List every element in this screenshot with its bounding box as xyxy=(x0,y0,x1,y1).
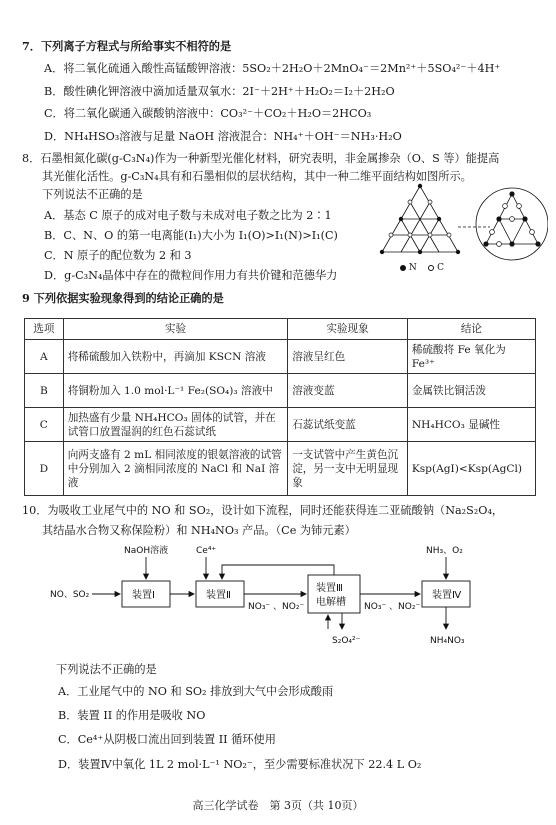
flow-naoh-label: NaOH溶液 xyxy=(124,546,169,556)
table-row xyxy=(25,442,536,496)
q8-option-d: D．g-C₃N₄晶体中存在的微粒间作用力有共价键和范德华力 xyxy=(44,269,338,282)
carbon-dot-icon xyxy=(428,265,434,271)
row-c-option: C xyxy=(25,408,64,442)
page-footer: 高三化学试卷 第 3页（共 10页） xyxy=(192,799,364,812)
q8-option-a: A．基态 C 原子的成对电子数与未成对电子数之比为 2∶1 xyxy=(44,209,332,222)
flow-device-3-sub: 电解槽 xyxy=(316,597,346,608)
nitrogen-dot-icon xyxy=(400,265,406,271)
legend-c-label: C xyxy=(437,263,444,273)
g-c3n4-structure-diagram xyxy=(378,182,548,264)
row-b-phenomenon: 溶液变蓝 xyxy=(288,374,408,408)
flow-ions-label-2: NO₃⁻ 、NO₂⁻ xyxy=(364,602,421,612)
table-row xyxy=(25,374,536,408)
q8-stem-1: 8．石墨相氮化碳(g-C₃N₄)作为一种新型光催化材料，研究表明，非金属掺杂（O、S 等）能提高 xyxy=(22,152,500,165)
flow-device-2: 装置Ⅱ xyxy=(206,590,231,601)
q8-option-b: B．C、N、O 的第一电离能(I₁)大小为 I₁(O)>I₁(N)>I₁(C) xyxy=(44,229,338,242)
row-d-option: D xyxy=(25,442,64,496)
table-header-row xyxy=(25,319,536,340)
row-b-option: B xyxy=(25,374,64,408)
q8-option-c: C．N 原子的配位数为 2 和 3 xyxy=(44,249,192,262)
q10-option-b: B．装置 II 的作用是吸收 NO xyxy=(58,709,206,722)
q8-stem-3: 下列说法不正确的是 xyxy=(42,188,143,201)
table-row xyxy=(25,340,536,374)
row-c-experiment: 加热盛有少量 NH₄HCO₃ 固体的试管，并在试管口放置湿润的红色石蕊试纸 xyxy=(63,408,288,442)
header-conclusion: 结论 xyxy=(407,319,535,340)
legend-n-label: N xyxy=(408,263,417,273)
row-a-option: A xyxy=(25,340,64,374)
header-experiment: 实验 xyxy=(63,319,288,340)
q7-option-d: D．NH₄HSO₃溶液与足量 NaOH 溶液混合：NH₄⁺＋OH⁻＝NH₃·H₂O xyxy=(44,130,402,143)
row-b-experiment: 将铜粉加入 1.0 mol·L⁻¹ Fe₂(SO₄)₃ 溶液中 xyxy=(63,374,288,408)
flow-device-4: 装置Ⅳ xyxy=(432,590,462,601)
row-d-conclusion: Ksp(AgI)<Ksp(AgCl) xyxy=(407,442,535,496)
header-option: 选项 xyxy=(25,319,64,340)
table-row xyxy=(25,408,536,442)
flow-ce4-label: Ce⁴⁺ xyxy=(196,546,217,556)
flow-device-1: 装置Ⅰ xyxy=(132,590,155,601)
row-b-conclusion: 金属铁比铜活泼 xyxy=(407,374,535,408)
q10-option-a: A．工业尾气中的 NO 和 SO₂ 排放到大气中会形成酸雨 xyxy=(58,685,334,698)
row-a-phenomenon: 溶液呈红色 xyxy=(288,340,408,374)
q8-stem-2: 其光催化活性。g-C₃N₄具有和石墨相似的层状结构，其中一种二维平面结构如图所示。 xyxy=(42,170,472,183)
q10-option-d: D．装置Ⅳ中氧化 1L 2 mol·L⁻¹ NO₂⁻，至少需要标准状况下 22.4 L O₂ xyxy=(58,758,422,771)
q10-option-c: C．Ce⁴⁺从阴极口流出回到装置 II 循环使用 xyxy=(58,733,276,746)
row-a-conclusion: 稀硫酸将 Fe 氧化为 Fe³⁺ xyxy=(407,340,535,374)
q10-stem-3: 下列说法不正确的是 xyxy=(56,663,157,676)
q9-stem: 9 下列依据实验现象得到的结论正确的是 xyxy=(22,291,224,305)
flow-device-3-name: 装置Ⅲ xyxy=(316,583,343,594)
flow-nh3o2-label: NH₃、O₂ xyxy=(426,546,463,556)
q7-option-b: B．酸性碘化钾溶液中滴加适量双氧水：2I⁻＋2H⁺＋H₂O₂＝I₂＋2H₂O xyxy=(44,85,395,98)
q10-stem-1: 10．为吸收工业尾气中的 NO 和 SO₂，设计如下流程，同时还能获得连二亚硫酸钠（Na₂S₂O₄， xyxy=(22,504,504,517)
structure-legend xyxy=(400,263,444,273)
q10-stem-2: 其结晶水合物又称保险粉）和 NH₄NO₃ 产品。（Ce 为铈元素） xyxy=(42,524,356,537)
row-d-experiment: 向两支盛有 2 mL 相同浓度的银氨溶液的试管中分别加入 2 滴相同浓度的 NaCl 和 NaI 溶液 xyxy=(63,442,288,496)
q10-process-flow-diagram xyxy=(50,543,510,653)
row-d-phenomenon: 一支试管中产生黄色沉淀，另一支中无明显现象 xyxy=(288,442,408,496)
q7-stem: 7．下列离子方程式与所给事实不相符的是 xyxy=(22,39,232,53)
row-a-experiment: 将稀硫酸加入铁粉中，再滴加 KSCN 溶液 xyxy=(63,340,288,374)
header-phenomenon: 实验现象 xyxy=(288,319,408,340)
flow-product-label: NH₄NO₃ xyxy=(430,636,465,646)
q7-option-c: C．将二氧化碳通入碳酸钠溶液中：CO₃²⁻＋CO₂＋H₂O＝2HCO₃ xyxy=(44,107,372,120)
q7-option-a: A．将二氧化硫通入酸性高锰酸钾溶液：5SO₂＋2H₂O＋2MnO₄⁻＝2Mn²⁺＋5SO₄²⁻＋4H⁺ xyxy=(44,62,501,75)
row-c-conclusion: NH₄HCO₃ 显碱性 xyxy=(407,408,535,442)
flow-s2o4-label: S₂O₄²⁻ xyxy=(332,636,361,646)
row-c-phenomenon: 石蕊试纸变蓝 xyxy=(288,408,408,442)
flow-ions-label-1: NO₃⁻ 、NO₂⁻ xyxy=(248,602,305,612)
q9-table xyxy=(24,318,536,496)
flow-feed-label: NO、SO₂ xyxy=(50,590,90,600)
